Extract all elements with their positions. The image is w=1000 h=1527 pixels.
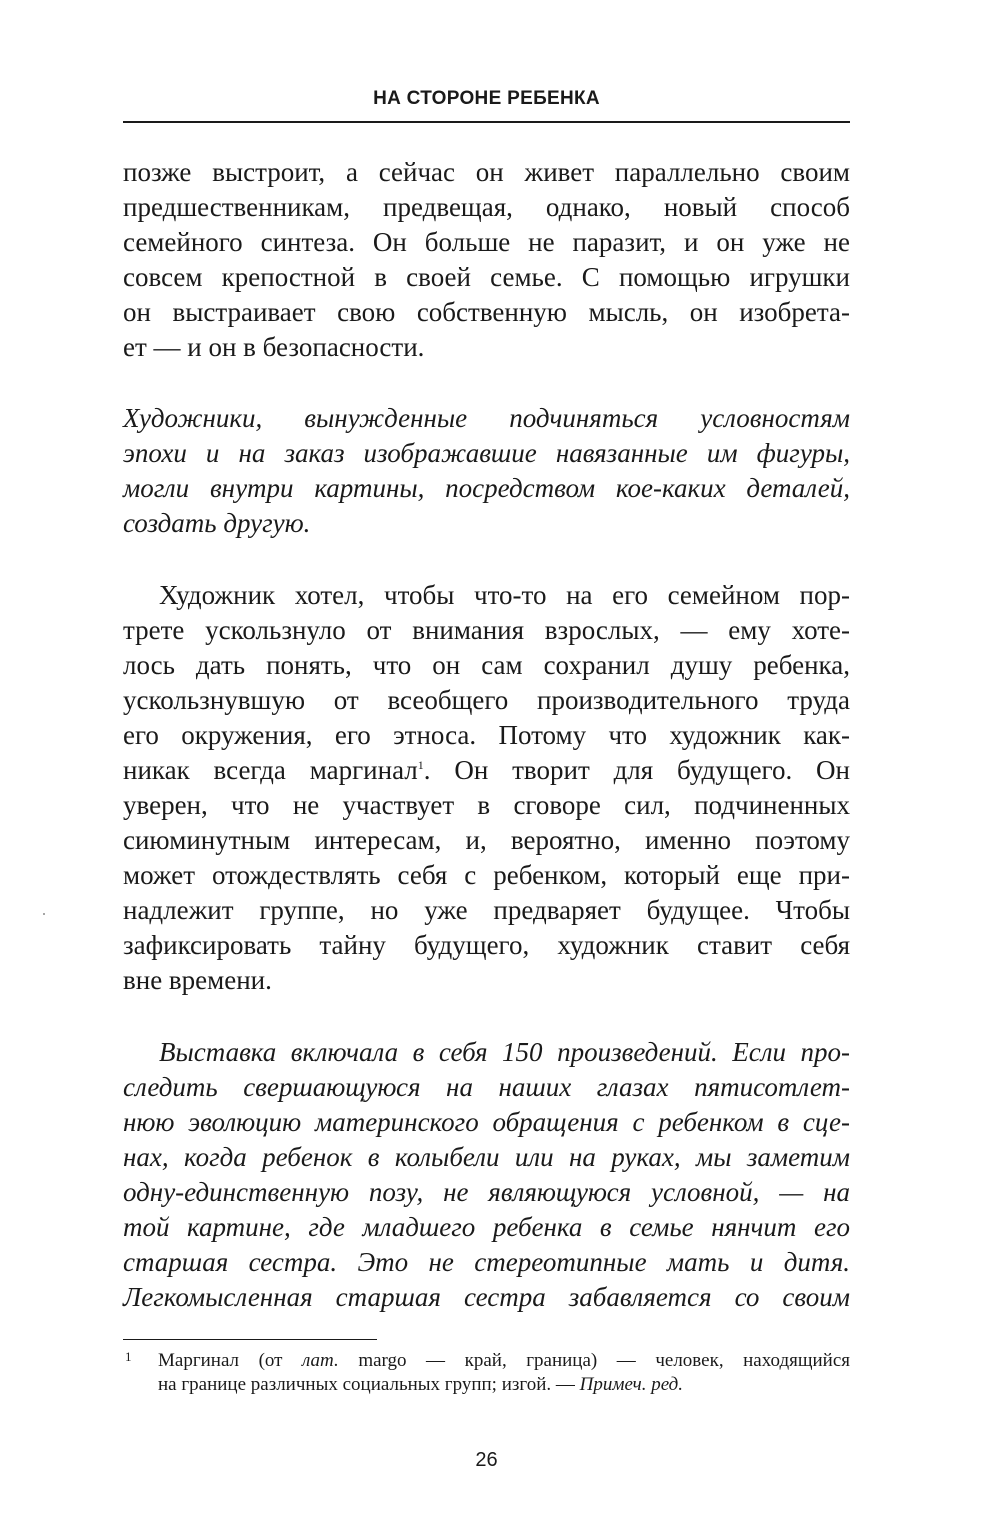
footnote-reference[interactable]: 1: [417, 758, 424, 772]
text-line: он выстраивает свою собственную мысль, он изобрета-: [123, 297, 850, 327]
text-line: Художник хотел, чтобы что-то на его семейном пор-: [159, 580, 850, 610]
paragraph-3: [123, 578, 850, 998]
text-line: лось дать понять, что он сам сохранил душу ребенка,: [123, 650, 850, 680]
footnote-line: [123, 1349, 850, 1373]
text-line: следить свершающуюся на наших глазах пятисотлет-: [123, 1072, 850, 1102]
text-segment: . Он творит для будущего. Он: [423, 755, 850, 785]
editor-note: Примеч. ред.: [579, 1374, 684, 1395]
text-line: его окружения, его этноса. Потому что художник как-: [123, 720, 850, 750]
text-line: нюю эволюцию материнского обращения с ребенком в сце-: [123, 1107, 850, 1137]
footnote-abbrev: лат.: [302, 1350, 339, 1371]
text-line: ускользнувшую от всеобщего производительного труда: [123, 685, 850, 715]
text-line: вне времени.: [123, 965, 272, 995]
running-title: НА СТОРОНЕ РЕБЕНКА: [373, 88, 600, 109]
text-line: трете ускользнуло от внимания взрослых, — ему хоте-: [123, 615, 850, 645]
footnote-text: margo — край, граница) — человек, находящийся: [338, 1350, 851, 1371]
footnote-text: на границе различных социальных групп; изгой. —: [158, 1374, 580, 1395]
text-line: совсем крепостной в своей семье. С помощью игрушки: [123, 262, 850, 292]
text-line: уверен, что не участвует в сговоре сил, подчиненных: [123, 790, 850, 820]
text-line: нах, когда ребенок в колыбели или на руках, мы заметим: [123, 1142, 850, 1172]
text-line: могли внутри картины, посредством кое-каких деталей,: [123, 473, 850, 503]
text-line: может отождествлять себя с ребенком, который еще при-: [123, 860, 850, 890]
text-line: позже выстроит, а сейчас он живет параллельно своим: [123, 157, 850, 187]
paragraph-4-italic: [123, 1035, 850, 1315]
footnote-rule: [123, 1339, 377, 1340]
text-line: ет — и он в безопасности.: [123, 332, 425, 362]
text-line: предшественникам, предвещая, однако, новый способ: [123, 192, 850, 222]
text-line: одну-единственную позу, не являющуюся условной, — на: [123, 1177, 850, 1207]
text-line: создать другую.: [123, 508, 311, 538]
text-line: эпохи и на заказ изображавшие навязанные им фигуры,: [123, 438, 850, 468]
text-line: семейного синтеза. Он больше не паразит, и он уже не: [123, 227, 850, 257]
text-line: старшая сестра. Это не стереотипные мать и дитя.: [123, 1247, 850, 1277]
footnote: [123, 1349, 850, 1397]
text-segment: никак всегда маргинал: [123, 755, 418, 785]
header-rule: [123, 121, 850, 123]
text-line: зафиксировать тайну будущего, художник ставит себя: [123, 930, 850, 960]
text-line: сиюминутным интересам, и, вероятно, именно поэтому: [123, 825, 850, 855]
text-line: надлежит группе, но уже предваряет будущее. Чтобы: [123, 895, 850, 925]
text-line: той картине, где младшего ребенка в семье нянчит его: [123, 1212, 850, 1242]
text-line-with-footnote: [123, 753, 850, 788]
footnote-text: Маргинал (от: [158, 1350, 303, 1371]
footnote-line: [123, 1373, 850, 1397]
paragraph-1: [123, 155, 850, 365]
page-number: 26: [475, 1449, 498, 1471]
text-line: Художники, вынужденные подчиняться условностям: [123, 403, 850, 433]
text-line: Легкомысленная старшая сестра забавляется со своим: [123, 1282, 850, 1312]
scan-speck: [43, 913, 45, 915]
text-line: Выставка включала в себя 150 произведений. Если про-: [159, 1037, 850, 1067]
footnote-mark: 1: [125, 1349, 132, 1364]
paragraph-2-italic: [123, 401, 850, 541]
